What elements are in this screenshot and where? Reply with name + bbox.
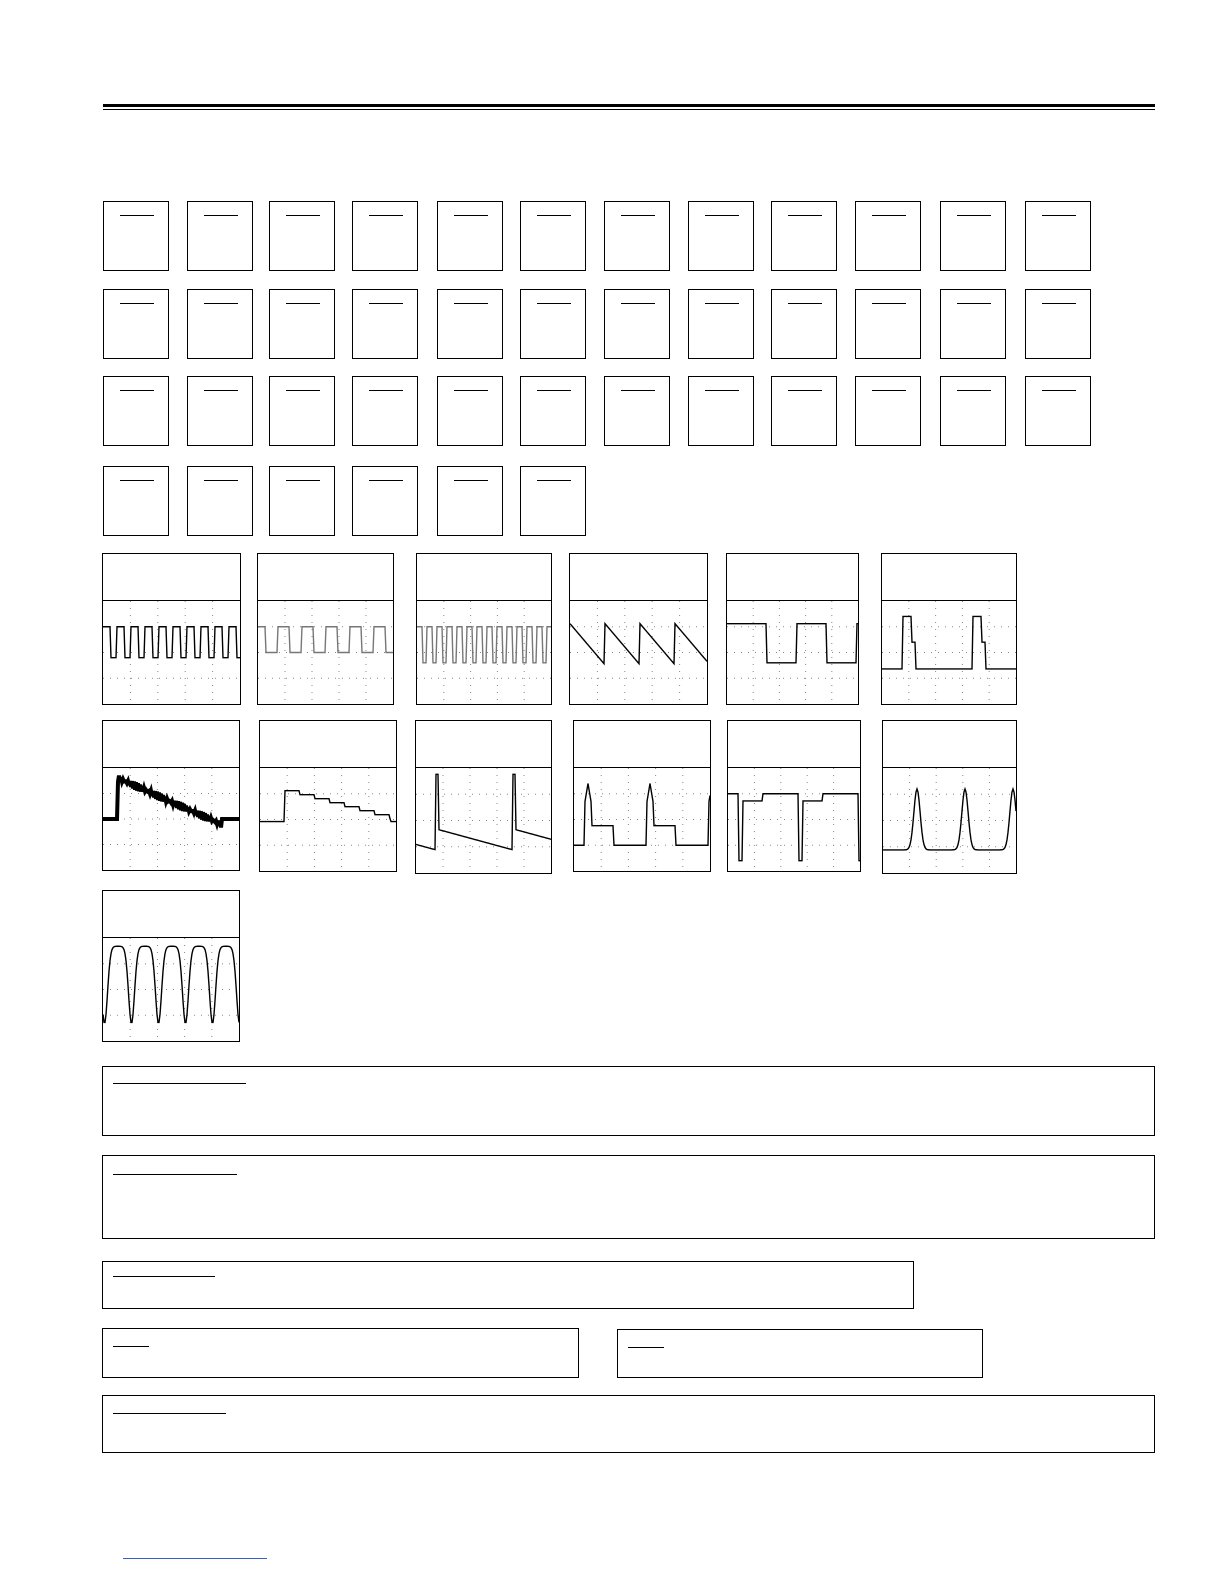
pin-label-line — [705, 215, 739, 216]
pin-label-box-23 — [940, 289, 1006, 359]
waveform-7-trace — [103, 776, 239, 828]
waveform-10-trace — [574, 783, 710, 845]
pin-label-box-1 — [103, 201, 169, 271]
waveform-13-trace — [103, 946, 239, 1022]
pin-label-line — [204, 480, 238, 481]
note-box-4 — [102, 1328, 579, 1378]
pin-label-line — [286, 215, 320, 216]
note-box-4-heading-line — [113, 1346, 149, 1347]
waveform-10-trace-area — [574, 768, 710, 871]
pin-label-box-38 — [187, 466, 253, 536]
waveform-8-trace — [260, 791, 396, 822]
waveform-11-trace — [728, 794, 860, 861]
waveform-5-label — [727, 554, 858, 601]
pin-label-line — [204, 390, 238, 391]
pin-label-line — [1042, 303, 1076, 304]
pin-label-line — [1042, 390, 1076, 391]
waveform-9-label — [416, 721, 551, 768]
pin-label-line — [957, 303, 991, 304]
waveform-13-trace-area — [103, 938, 239, 1041]
pin-label-line — [621, 215, 655, 216]
pin-label-line — [788, 390, 822, 391]
pin-label-line — [957, 215, 991, 216]
pin-label-line — [369, 390, 403, 391]
pin-label-line — [454, 303, 488, 304]
note-box-6 — [102, 1395, 1155, 1453]
waveform-4-panel — [569, 553, 708, 705]
pin-label-box-2 — [187, 201, 253, 271]
note-box-5 — [617, 1329, 983, 1378]
pin-label-line — [705, 390, 739, 391]
waveform-8-panel — [259, 720, 397, 872]
waveform-10-label — [574, 721, 710, 768]
waveform-7-panel — [102, 720, 240, 871]
pin-label-box-39 — [269, 466, 335, 536]
pin-label-box-31 — [604, 376, 670, 446]
pin-label-box-41 — [437, 466, 503, 536]
note-box-6-heading-line — [113, 1413, 226, 1414]
pin-label-box-29 — [437, 376, 503, 446]
pin-label-box-10 — [855, 201, 921, 271]
footer-link[interactable] — [123, 1558, 267, 1559]
pin-label-box-12 — [1025, 201, 1091, 271]
pin-label-line — [369, 480, 403, 481]
waveform-12-label — [883, 721, 1016, 768]
waveform-5-trace — [727, 624, 858, 663]
pin-label-line — [621, 390, 655, 391]
pin-label-line — [788, 303, 822, 304]
waveform-12-panel — [882, 720, 1017, 874]
waveform-6-trace-area — [882, 601, 1016, 704]
note-box-1 — [102, 1066, 1155, 1136]
waveform-1-panel — [102, 553, 241, 705]
pin-label-line — [454, 390, 488, 391]
pin-label-box-7 — [604, 201, 670, 271]
waveform-9-panel — [415, 720, 552, 874]
waveform-3-panel — [416, 553, 552, 705]
pin-label-box-13 — [103, 289, 169, 359]
pin-label-box-5 — [437, 201, 503, 271]
waveform-3-label — [417, 554, 551, 601]
pin-label-box-40 — [352, 466, 418, 536]
waveform-8-trace-area — [260, 768, 396, 871]
pin-label-box-19 — [604, 289, 670, 359]
pin-label-line — [204, 303, 238, 304]
waveform-7-trace-area — [103, 768, 239, 870]
header-rule-top — [103, 104, 1155, 107]
pin-label-box-6 — [520, 201, 586, 271]
pin-label-line — [369, 303, 403, 304]
waveform-4-trace-area — [570, 601, 707, 704]
pin-label-box-33 — [771, 376, 837, 446]
waveform-1-trace — [103, 627, 240, 658]
pin-label-line — [872, 215, 906, 216]
pin-label-box-3 — [269, 201, 335, 271]
note-box-2 — [102, 1155, 1155, 1239]
header-rule-bottom — [103, 109, 1155, 110]
waveform-11-label — [728, 721, 860, 768]
pin-label-line — [120, 390, 154, 391]
pin-label-box-30 — [520, 376, 586, 446]
pin-label-line — [872, 390, 906, 391]
waveform-2-trace-area — [258, 601, 393, 704]
pin-label-line — [621, 303, 655, 304]
waveform-4-trace — [570, 624, 707, 664]
pin-label-line — [120, 215, 154, 216]
pin-label-box-36 — [1025, 376, 1091, 446]
waveform-6-trace — [882, 616, 1016, 669]
pin-label-box-4 — [352, 201, 418, 271]
pin-label-line — [537, 390, 571, 391]
waveform-9-trace — [416, 774, 551, 849]
pin-label-line — [454, 480, 488, 481]
waveform-11-panel — [727, 720, 861, 872]
pin-label-box-34 — [855, 376, 921, 446]
waveform-3-trace — [417, 627, 551, 663]
waveform-2-label — [258, 554, 393, 601]
pin-label-line — [286, 303, 320, 304]
pin-label-line — [705, 303, 739, 304]
pin-label-box-27 — [269, 376, 335, 446]
pin-label-line — [788, 215, 822, 216]
pin-label-box-14 — [187, 289, 253, 359]
pin-label-line — [204, 215, 238, 216]
pin-label-box-18 — [520, 289, 586, 359]
pin-label-box-11 — [940, 201, 1006, 271]
waveform-3-trace-area — [417, 601, 551, 704]
pin-label-box-20 — [688, 289, 754, 359]
waveform-9-trace-area — [416, 768, 551, 873]
waveform-2-panel — [257, 553, 394, 705]
pin-label-box-22 — [855, 289, 921, 359]
pin-label-line — [957, 390, 991, 391]
pin-label-box-21 — [771, 289, 837, 359]
note-box-3-heading-line — [113, 1276, 215, 1277]
pin-label-box-28 — [352, 376, 418, 446]
waveform-13-panel — [102, 890, 240, 1042]
pin-label-line — [1042, 215, 1076, 216]
waveform-10-panel — [573, 720, 711, 872]
note-box-5-heading-line — [628, 1347, 664, 1348]
waveform-7-label — [103, 721, 239, 768]
pin-label-box-8 — [688, 201, 754, 271]
pin-label-line — [369, 215, 403, 216]
pin-label-box-17 — [437, 289, 503, 359]
pin-label-box-9 — [771, 201, 837, 271]
pin-label-line — [454, 215, 488, 216]
waveform-12-trace-area — [883, 768, 1016, 873]
pin-label-box-15 — [269, 289, 335, 359]
pin-label-box-16 — [352, 289, 418, 359]
pin-label-box-42 — [520, 466, 586, 536]
pin-label-box-35 — [940, 376, 1006, 446]
pin-label-line — [286, 480, 320, 481]
pin-label-line — [120, 303, 154, 304]
waveform-6-panel — [881, 553, 1017, 705]
pin-label-box-37 — [103, 466, 169, 536]
pin-label-box-26 — [187, 376, 253, 446]
waveform-4-label — [570, 554, 707, 601]
pin-label-line — [872, 303, 906, 304]
waveform-5-panel — [726, 553, 859, 705]
waveform-13-label — [103, 891, 239, 938]
note-box-1-heading-line — [113, 1083, 246, 1084]
waveform-11-trace-area — [728, 768, 860, 871]
pin-label-box-24 — [1025, 289, 1091, 359]
pin-label-line — [537, 215, 571, 216]
waveform-6-label — [882, 554, 1016, 601]
waveform-8-label — [260, 721, 396, 768]
pin-label-line — [286, 390, 320, 391]
pin-label-line — [537, 480, 571, 481]
waveform-12-trace — [883, 789, 1016, 850]
pin-label-box-25 — [103, 376, 169, 446]
waveform-5-trace-area — [727, 601, 858, 704]
waveform-1-label — [103, 554, 240, 601]
pin-label-box-32 — [688, 376, 754, 446]
waveform-1-trace-area — [103, 601, 240, 704]
note-box-3 — [102, 1261, 914, 1309]
note-box-2-heading-line — [113, 1174, 237, 1175]
pin-label-line — [537, 303, 571, 304]
waveform-2-trace — [258, 627, 393, 653]
pin-label-line — [120, 480, 154, 481]
